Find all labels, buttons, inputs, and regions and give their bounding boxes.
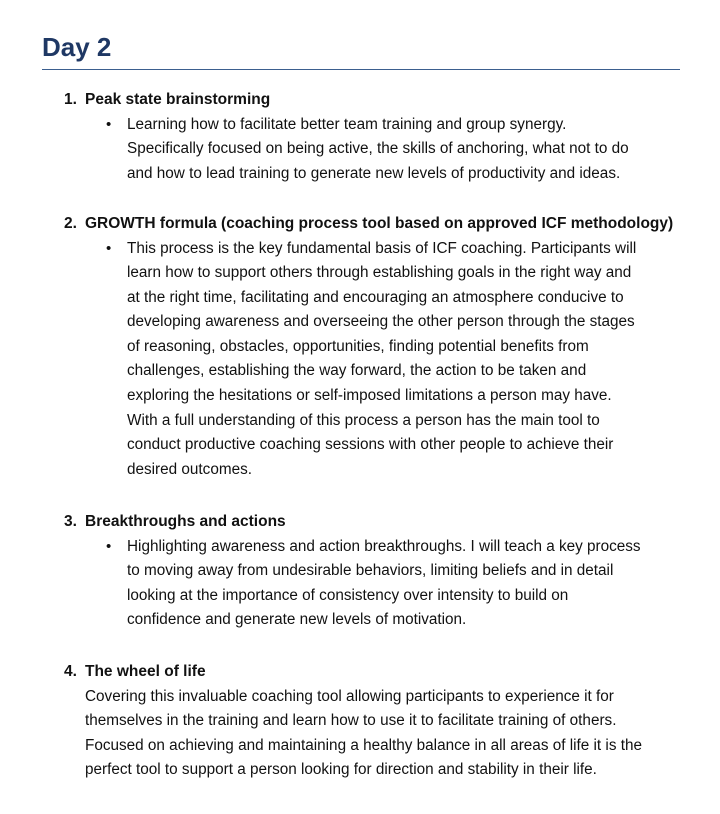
title-underline bbox=[42, 69, 680, 70]
section-breakthroughs bbox=[64, 510, 684, 633]
bullet-icon: • bbox=[106, 115, 112, 133]
body-line: looking at the importance of consistency over intensity to build on bbox=[127, 586, 569, 604]
body-line: With a full understanding of this process a person has the main tool to bbox=[127, 411, 600, 429]
section-title bbox=[64, 212, 684, 237]
body-line: desired outcomes. bbox=[127, 460, 252, 478]
body-line: and how to lead training to generate new levels of productivity and ideas. bbox=[127, 164, 621, 182]
body-line: to moving away from undesirable behaviors, limiting beliefs and in detail bbox=[127, 562, 614, 580]
body-line: themselves in the training and learn how to use it to facilitate training of others. bbox=[85, 712, 617, 730]
bullet-item bbox=[106, 535, 684, 633]
section-title-text: GROWTH formula (coaching process tool based on approved ICF methodology) bbox=[85, 215, 674, 232]
section-peak-state bbox=[64, 88, 684, 186]
bullet-item bbox=[106, 237, 684, 483]
section-title-text: Peak state brainstorming bbox=[85, 91, 271, 108]
section-number: 4. bbox=[64, 663, 77, 680]
body-line: Focused on achieving and maintaining a healthy balance in all areas of life it is the bbox=[85, 736, 642, 754]
section-body bbox=[85, 685, 684, 783]
body-line: challenges, establishing the way forward, the action to be taken and bbox=[127, 362, 587, 380]
page-title: Day 2 bbox=[42, 32, 112, 62]
bullet-icon: • bbox=[106, 537, 112, 555]
body-line: of reasoning, obstacles, opportunities, finding potential benefits from bbox=[127, 337, 589, 355]
body-line: developing awareness and overseeing the other person through the stages bbox=[127, 313, 635, 331]
body-line: This process is the key fundamental basis of ICF coaching. Participants will bbox=[127, 239, 637, 257]
body-line: Specifically focused on being active, the skills of anchoring, what not to do bbox=[127, 140, 629, 158]
section-title bbox=[64, 88, 684, 113]
section-title-text: Breakthroughs and actions bbox=[85, 513, 286, 530]
body-line: confidence and generate new levels of motivation. bbox=[127, 611, 467, 629]
body-line: exploring the hesitations or self-imposed limitations a person may have. bbox=[127, 387, 612, 405]
section-number: 3. bbox=[64, 513, 77, 530]
section-growth-formula bbox=[64, 212, 684, 482]
bullet-icon: • bbox=[106, 239, 112, 257]
section-title-text: The wheel of life bbox=[85, 663, 206, 680]
body-line: Covering this invaluable coaching tool allowing participants to experience it for bbox=[85, 687, 614, 705]
body-line: Highlighting awareness and action breakthroughs. I will teach a key process bbox=[127, 537, 641, 555]
body-line: at the right time, facilitating and encouraging an atmosphere conducive to bbox=[127, 288, 624, 306]
bullet-item bbox=[106, 113, 684, 187]
section-title bbox=[64, 510, 684, 535]
section-title bbox=[64, 660, 684, 685]
body-line: conduct productive coaching sessions with other people to achieve their bbox=[127, 436, 614, 454]
body-line: perfect tool to support a person looking for direction and stability in their life. bbox=[85, 761, 597, 779]
section-wheel-of-life bbox=[64, 660, 684, 783]
body-line: Learning how to facilitate better team training and group synergy. bbox=[127, 115, 567, 133]
body-line: learn how to support others through establishing goals in the right way and bbox=[127, 264, 632, 282]
section-number: 2. bbox=[64, 215, 77, 232]
section-number: 1. bbox=[64, 91, 77, 108]
